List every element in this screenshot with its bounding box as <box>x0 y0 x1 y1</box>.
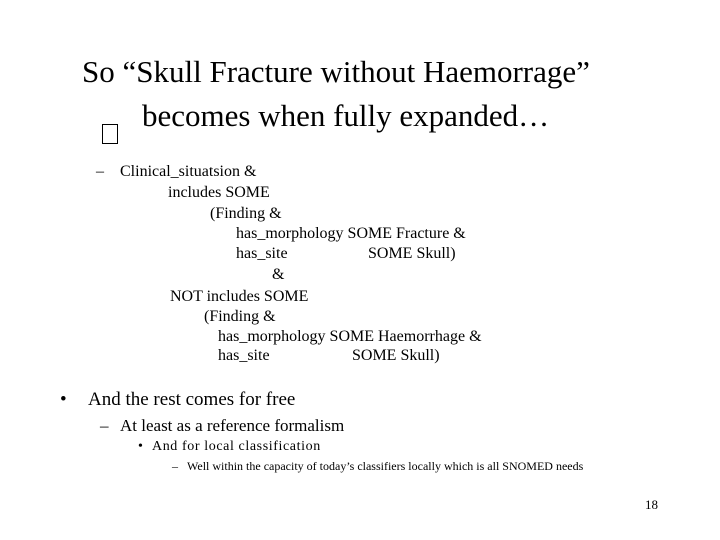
bullet-marker: • <box>60 389 67 410</box>
expansion-line-10b: SOME Skull) <box>352 347 440 364</box>
sub-bullet-dash: – <box>100 416 109 435</box>
expansion-line-3: (Finding & <box>210 205 282 222</box>
expansion-line-8: (Finding & <box>204 308 276 325</box>
expansion-line-10a: has_site <box>218 347 270 364</box>
subsub-bullet-text: And for local classification <box>152 439 321 454</box>
sub-bullet-text: At least as a reference formalism <box>120 416 345 435</box>
expansion-line-4: has_morphology SOME Fracture & <box>236 225 466 242</box>
expansion-line-1: Clinical_situatsion & <box>120 163 257 180</box>
expansion-line-7: NOT includes SOME <box>170 288 309 305</box>
missing-glyph-icon <box>102 124 118 144</box>
expansion-line-9: has_morphology SOME Haemorrhage & <box>218 328 482 345</box>
slide-title-line-1: So “Skull Fracture without Haemorrage” <box>82 54 590 89</box>
expansion-line-2: includes SOME <box>168 184 270 201</box>
expansion-line-6: & <box>272 266 285 283</box>
page-number: 18 <box>645 497 658 512</box>
expansion-line-5b: SOME Skull) <box>368 245 456 262</box>
expansion-dash: – <box>96 163 104 180</box>
expansion-line-5a: has_site <box>236 245 288 262</box>
slide-title-line-2: becomes when fully expanded… <box>142 98 550 133</box>
subsubsub-bullet-text: Well within the capacity of today’s classifiers locally which is all SNOMED needs <box>187 459 584 473</box>
subsubsub-bullet-dash: – <box>172 459 178 473</box>
bullet-text: And the rest comes for free <box>88 389 296 410</box>
subsub-bullet-marker: • <box>138 439 144 454</box>
